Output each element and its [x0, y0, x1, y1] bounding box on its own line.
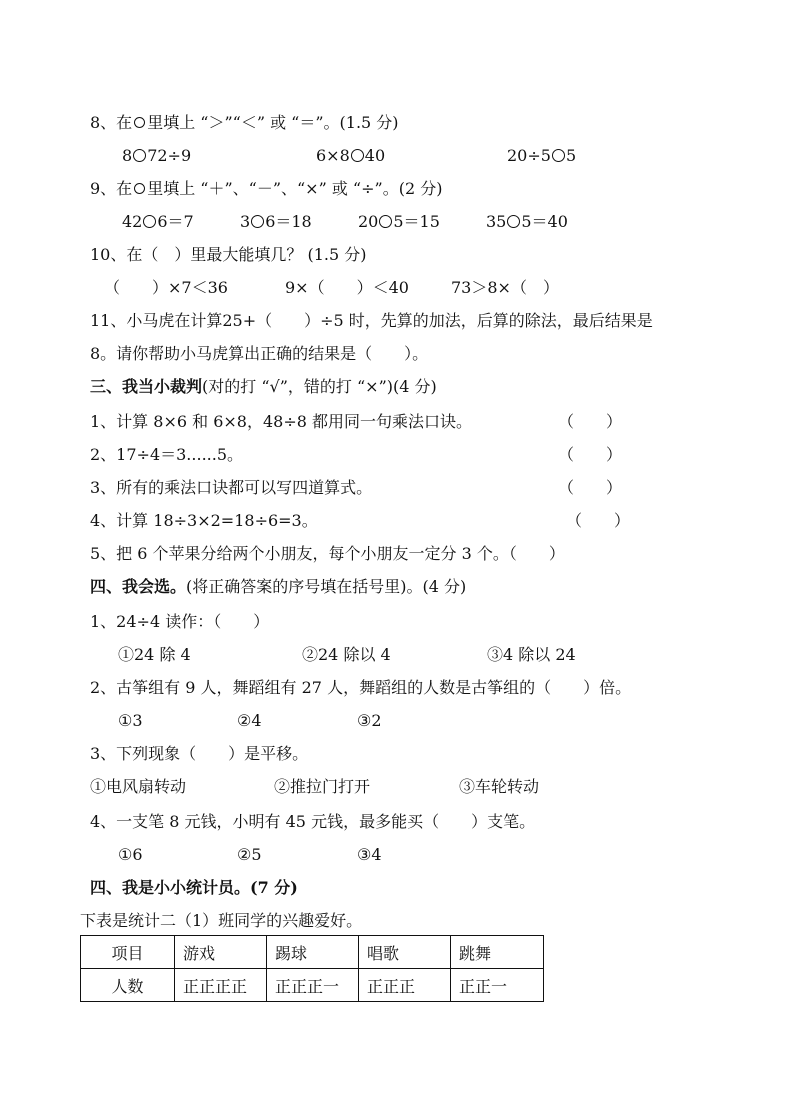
q9-item-3-right: 5＝15: [393, 212, 440, 231]
q10-heading: 10、在（ ）里最大能填几？ (1.5 分): [90, 245, 367, 264]
section-4-note: (将正确答案的序号填在括号里)。(4 分): [186, 577, 467, 596]
table-cell: 正正一: [451, 969, 544, 1002]
judge-blank-5[interactable]: （ ）: [508, 544, 565, 563]
q9-item-1-left: 42: [122, 212, 143, 231]
circle-icon: [134, 183, 145, 194]
q8-head-b: 里填上 “＞”“＜” 或 “＝”。(1.5 分): [147, 113, 399, 132]
q8-item-2-right: 40: [364, 146, 386, 165]
table-header-cell: 游戏: [175, 936, 267, 969]
circle-icon: [134, 117, 145, 128]
q11-line-1: 11、小马虎在计算25+（ ）÷5 时，先算的加法，后算的除法，最后结果是: [90, 311, 653, 330]
section-3-note: (对的打 “√”，错的打 “×”)(4 分): [202, 377, 437, 396]
judge-blank-4[interactable]: （ ）: [566, 511, 631, 530]
judge-item-3: 3、所有的乘法口诀都可以写四道算式。: [90, 478, 373, 497]
judge-item-5-text: 5、把 6 个苹果分给两个小朋友，每个小朋友一定分 3 个。: [90, 544, 509, 563]
judge-item-5: [90, 543, 565, 565]
choice-q4-option-2[interactable]: ②5: [237, 845, 262, 864]
stats-table: [80, 935, 544, 1002]
table-header-cell: 项目: [81, 936, 175, 969]
q8-item-2: [316, 145, 385, 167]
section-5-intro: 下表是统计二（1）班同学的兴趣爱好。: [80, 911, 363, 930]
q8-item-1: [122, 145, 191, 167]
answer-circle-icon[interactable]: [143, 215, 156, 228]
q9-heading: [90, 178, 442, 200]
q9-head-a: 9、在: [90, 179, 133, 198]
table-cell: 正正正: [359, 969, 451, 1002]
q8-item-3-right: 5: [565, 146, 577, 165]
q9-head-b: 里填上 “＋”、“－”、“×” 或 “÷”。(2 分): [147, 179, 443, 198]
choice-q3-option-2[interactable]: ②推拉门打开: [274, 777, 371, 796]
q9-item-2: [240, 211, 312, 233]
q9-item-4: [486, 211, 568, 233]
q8-item-2-left: 6×8: [316, 146, 350, 165]
choice-q1-option-3[interactable]: ③4 除以 24: [487, 645, 576, 664]
table-row: [81, 969, 544, 1002]
answer-circle-icon[interactable]: [507, 215, 520, 228]
answer-circle-icon[interactable]: [251, 215, 264, 228]
table-header-cell: 唱歌: [359, 936, 451, 969]
answer-circle-icon[interactable]: [379, 215, 392, 228]
answer-circle-icon[interactable]: [133, 149, 146, 162]
judge-blank-2[interactable]: （ ）: [558, 445, 623, 464]
q9-item-2-left: 3: [240, 212, 251, 231]
answer-circle-icon[interactable]: [351, 149, 364, 162]
choice-q1-option-2[interactable]: ②24 除以 4: [302, 645, 391, 664]
judge-item-4: 4、计算 18÷3×2=18÷6=3。: [90, 511, 318, 530]
q9-item-1-right: 6＝7: [157, 212, 194, 231]
table-header-cell: 跳舞: [451, 936, 544, 969]
q10-item-3: 73＞8×（ ）: [451, 278, 559, 297]
judge-blank-3[interactable]: （ ）: [558, 478, 623, 497]
section-4-heading: [90, 576, 466, 598]
table-header-cell: 踢球: [267, 936, 359, 969]
q9-item-1: [122, 211, 194, 233]
choice-q2-option-3[interactable]: ③2: [357, 711, 382, 730]
choice-q3-option-3[interactable]: ③车轮转动: [459, 777, 540, 796]
q8-item-1-left: 8: [122, 146, 133, 165]
choice-q2-option-1[interactable]: ①3: [118, 711, 143, 730]
q8-head-a: 8、在: [90, 113, 133, 132]
judge-item-1: 1、计算 8×6 和 6×8，48÷8 都用同一句乘法口诀。: [90, 412, 473, 431]
judge-item-2: 2、17÷4＝3......5。: [90, 445, 244, 464]
choice-q3-stem: 3、下列现象（ ）是平移。: [90, 744, 309, 763]
section-3-title: 三、我当小裁判: [90, 377, 203, 396]
table-cell: 正正正正: [175, 969, 267, 1002]
q9-item-4-left: 35: [486, 212, 507, 231]
choice-q4-option-1[interactable]: ①6: [118, 845, 143, 864]
table-cell: 正正正一: [267, 969, 359, 1002]
table-cell: 人数: [81, 969, 175, 1002]
q8-item-3-left: 20÷5: [507, 146, 551, 165]
q9-item-2-right: 6＝18: [265, 212, 312, 231]
q8-item-3: [507, 145, 576, 167]
q8-item-1-right: 72÷9: [147, 146, 192, 165]
section-3-heading: [90, 376, 437, 398]
choice-q1-stem: 1、24÷4 读作：（ ）: [90, 612, 270, 631]
q9-item-3-left: 20: [358, 212, 379, 231]
q10-item-1: （ ）×7＜36: [104, 278, 228, 297]
table-row: [81, 936, 544, 969]
q8-heading: [90, 112, 399, 134]
judge-blank-1[interactable]: （ ）: [558, 412, 623, 431]
q10-item-2: 9×（ ）＜40: [285, 278, 409, 297]
choice-q4-stem: 4、一支笔 8 元钱，小明有 45 元钱，最多能买（ ）支笔。: [90, 812, 536, 831]
choice-q3-option-1[interactable]: ①电风扇转动: [90, 777, 187, 796]
q9-item-3: [358, 211, 440, 233]
q11-line-2: 8。请你帮助小马虎算出正确的结果是（ ）。: [90, 344, 429, 363]
q9-item-4-right: 5＝40: [521, 212, 568, 231]
choice-q4-option-3[interactable]: ③4: [357, 845, 382, 864]
section-4-title: 四、我会选。: [90, 577, 187, 596]
choice-q2-stem: 2、古筝组有 9 人，舞蹈组有 27 人，舞蹈组的人数是古筝组的（ ）倍。: [90, 678, 632, 697]
answer-circle-icon[interactable]: [552, 149, 565, 162]
choice-q1-option-1[interactable]: ①24 除 4: [118, 645, 191, 664]
choice-q2-option-2[interactable]: ②4: [237, 711, 262, 730]
section-5-title: 四、我是小小统计员。(7 分): [90, 878, 298, 897]
